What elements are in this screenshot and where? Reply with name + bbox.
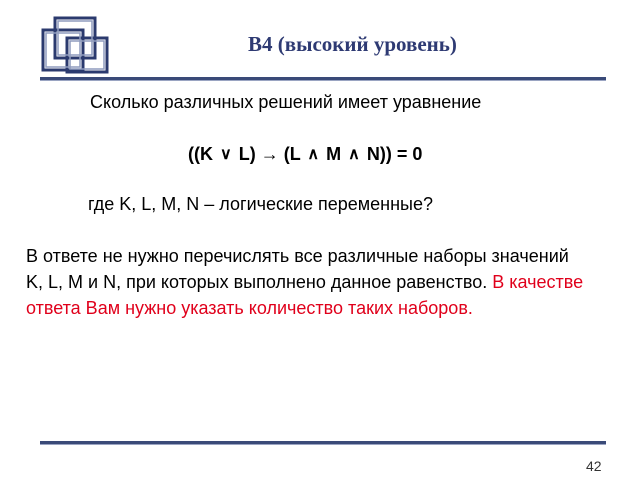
logical-or-symbol: ∨ xyxy=(220,146,232,163)
variables-text: где K, L, M, N – логические переменные? xyxy=(88,194,433,214)
top-divider xyxy=(40,77,606,81)
equation-part-4: N)) = 0 xyxy=(366,144,423,164)
equation-part-1: ((K xyxy=(188,144,213,164)
equation-part-3: M xyxy=(326,144,342,164)
slide-title: В4 (высокий уровень) xyxy=(248,32,457,56)
overlapping-squares-logo xyxy=(0,0,120,80)
page-number: 42 xyxy=(586,458,602,474)
logical-and-symbol: ∧ xyxy=(348,146,360,163)
instructions-text: В ответе не нужно перечислять все различные наборы значений K, L, M и N, при которых выполнено данное равенство. xyxy=(26,246,569,292)
instructions-highlight: В качестве ответа Вам нужно указать количество таких наборов. xyxy=(26,272,584,318)
answer-instructions xyxy=(26,243,586,321)
equation xyxy=(188,144,422,165)
question-text: Сколько различных решений имеет уравнение xyxy=(90,92,482,112)
equation-part-2: L) → (L xyxy=(238,144,301,164)
logical-and-symbol: ∧ xyxy=(307,146,320,163)
bottom-divider xyxy=(40,441,606,445)
